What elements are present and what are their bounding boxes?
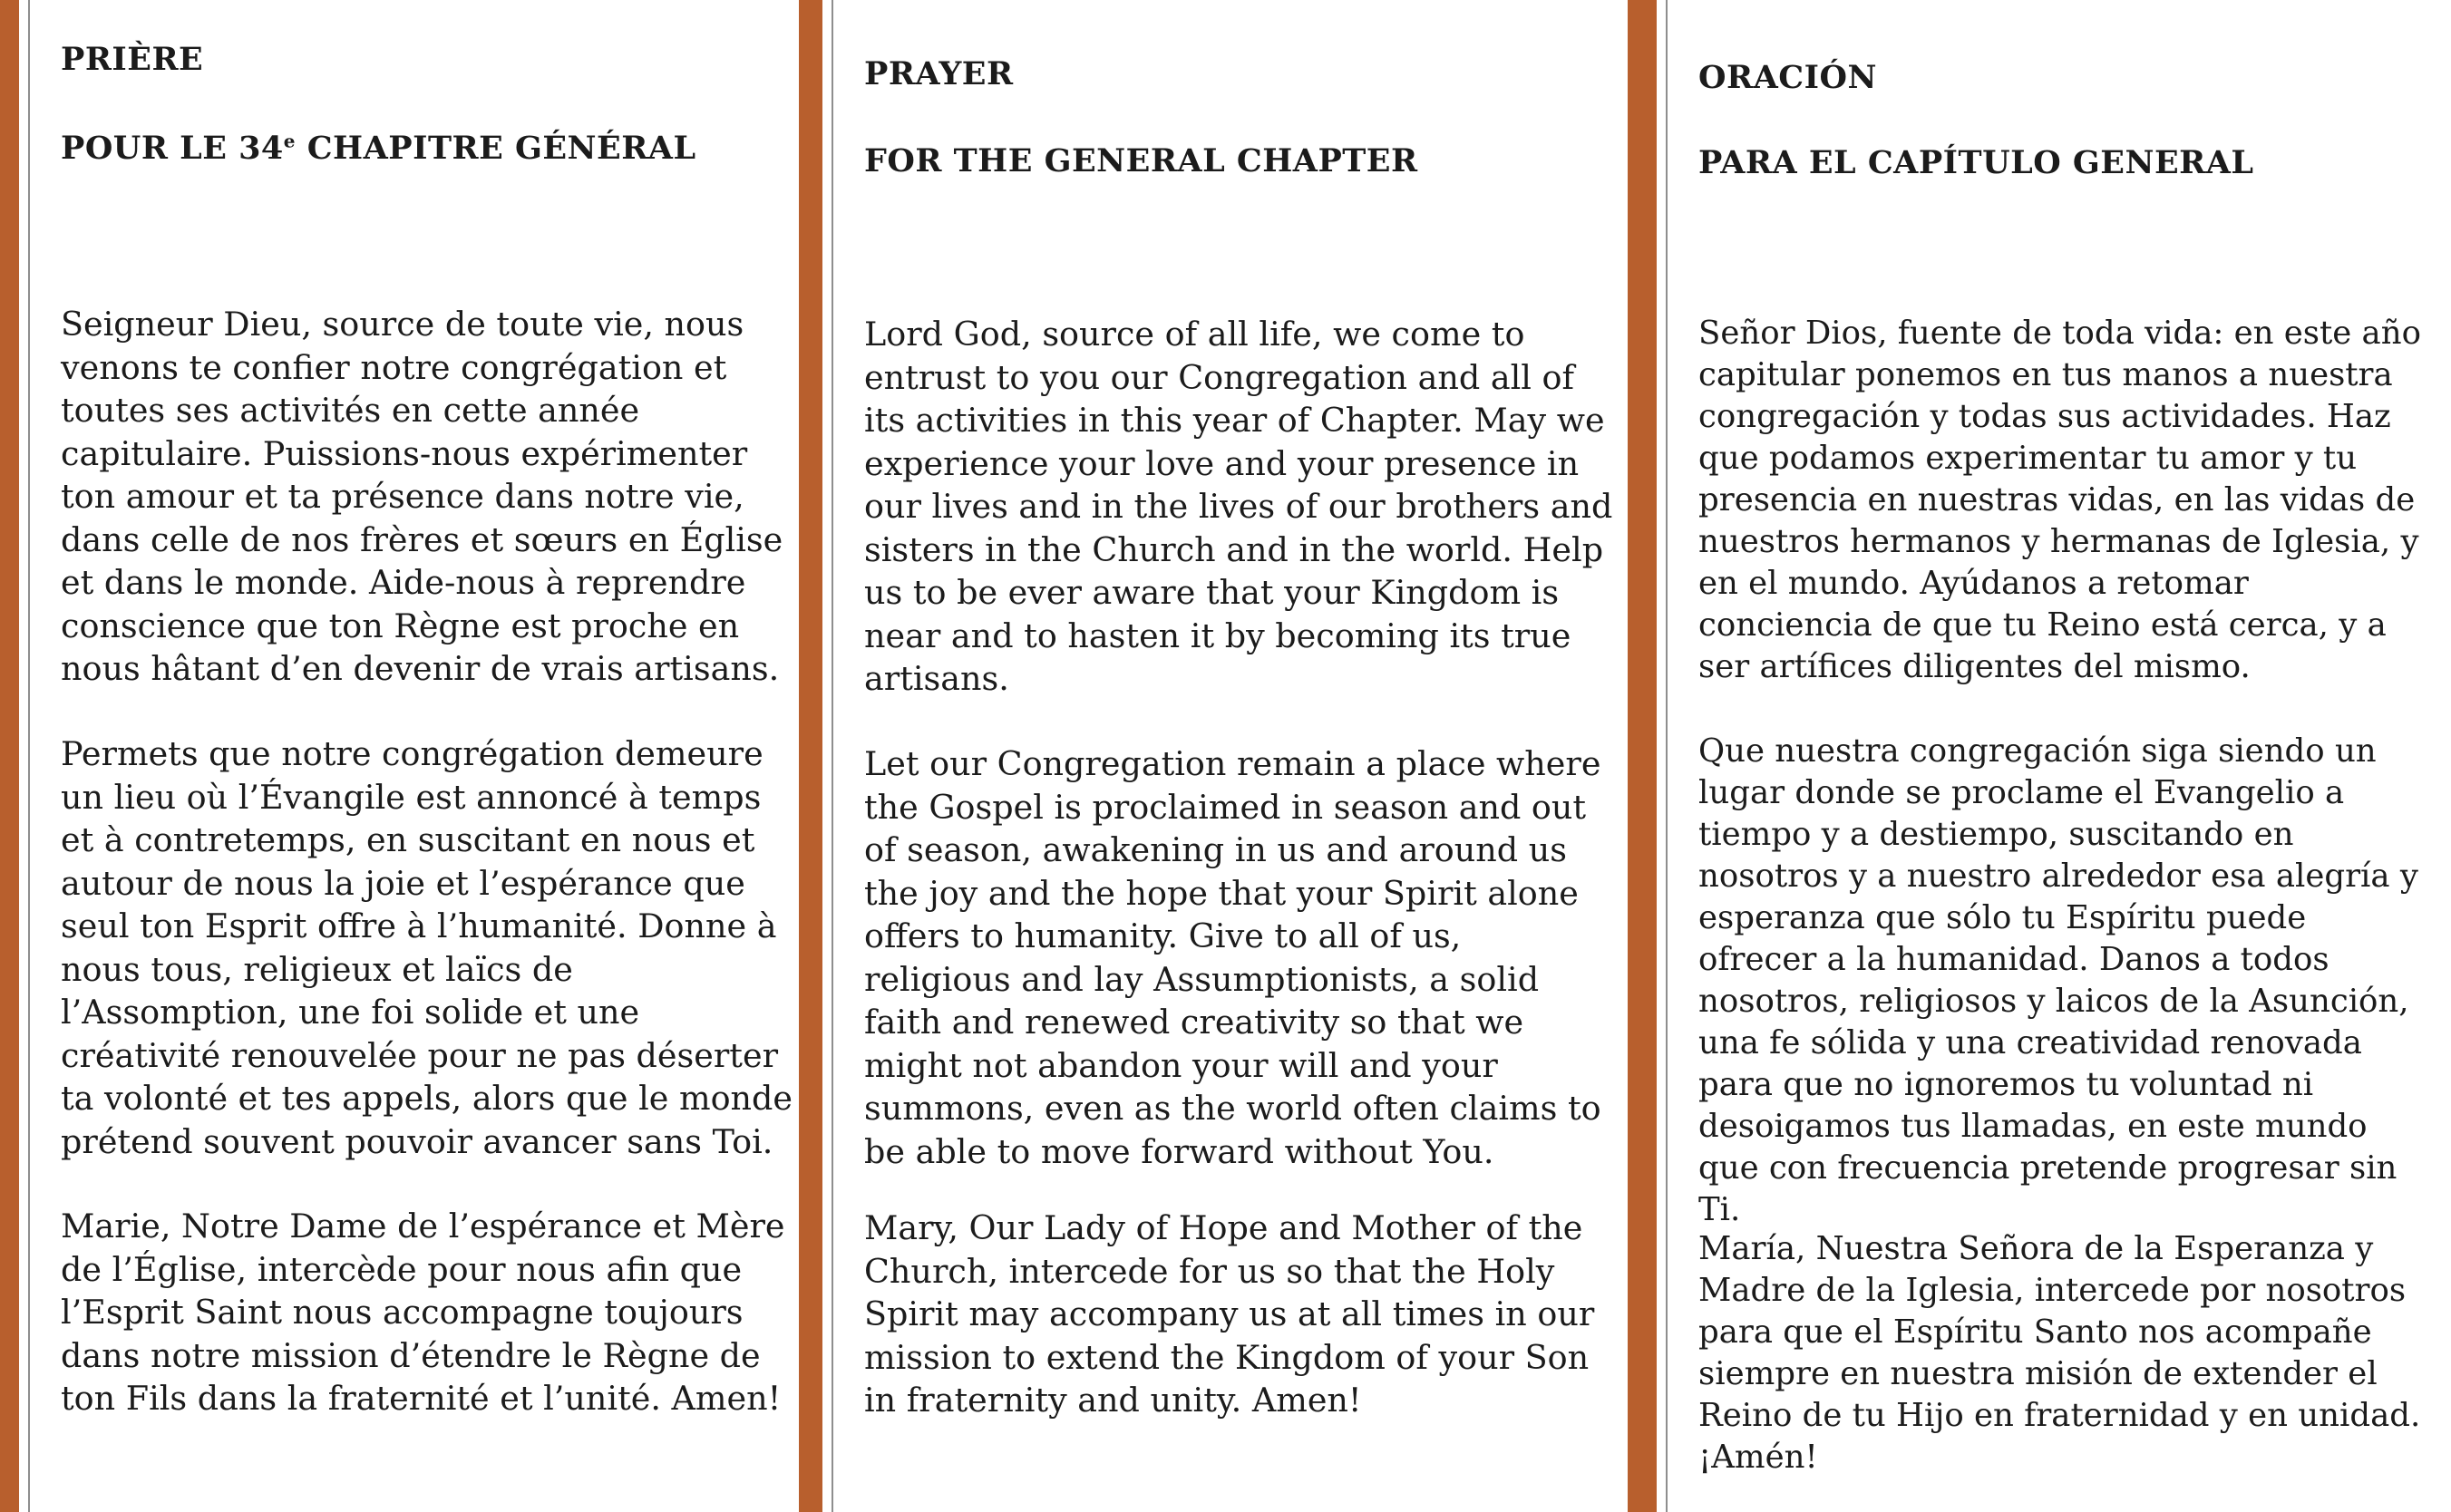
french-paragraph-2: Permets que notre congrégation demeure un lieu où l’Évangile est annoncé à temps et à contretemps, en suscitant en nous et autour de nous la joie et l’espérance que seul ton Esprit offre à l’humanité. Donne à nous tous, religieux et laïcs de l’Assomption, une foi solide et une créativité renouvelée pour ne pas déserter ta volonté et tes appels, alors que le monde prétend souvent pouvoir avancer sans Toi. — [61, 734, 793, 1161]
french-prayer-column — [61, 0, 795, 1512]
english-heading-prayer: PRAYER — [864, 55, 1014, 92]
french-column-rule — [28, 0, 30, 1512]
spanish-column-rule — [1666, 0, 1668, 1512]
english-prayer-column — [864, 0, 1617, 1512]
spanish-prayer-column — [1698, 0, 2424, 1512]
french-paragraph-3: Marie, Notre Dame de l’espérance et Mère de l’Église, intercède pour nous afin que l’Esprit Saint nous accompagne toujours dans notre mission d’étendre le Règne de ton Fils dans la fraternité et l’unité. Amen! — [61, 1207, 785, 1418]
spanish-paragraph-3: María, Nuestra Señora de la Esperanza y Madre de la Iglesia, intercede por nosotros para que el Espíritu Santo nos acompañe siempre en nuestra misión de extender el Reino de tu Hijo en fraternidad y en unidad. ¡Amén! — [1698, 1230, 2421, 1476]
english-paragraph-2: Let our Congregation remain a place where the Gospel is proclaimed in season and out of season, awakening in us and around us the joy and the hope that your Spirit alone offers to humanity. Give to all of us, religious and lay Assumptionists, a solid faith and renewed creativity so that we might not abandon your will and your summons, even as the world often claims to be able to move forward without You. — [864, 744, 1601, 1171]
french-heading-superscript: e — [283, 130, 297, 152]
left-accent-bar — [0, 0, 19, 1512]
right-accent-bar — [1628, 0, 1657, 1512]
spanish-heading-prayer: ORACIÓN — [1698, 59, 1877, 96]
spanish-paragraph-2: Que nuestra congregación siga siendo un lugar donde se proclame el Evangelio a tiempo y a destiempo, suscitando en nosotros y a nuestro alrededor esa alegría y esperanza que sólo tu Espíritu puede ofrecer a la humanidad. Danos a todos nosotros, religiosos y laicos de la Asunción, una fe sólida y una creatividad renovada para que no ignoremos tu voluntad ni desoigamos tus llamadas, en este mundo que con frecuencia pretende progresar sin Ti. — [1698, 732, 2418, 1228]
english-paragraph-3: Mary, Our Lady of Hope and Mother of the Church, intercede for us so that the Holy Spirit may accompany us at all times in our mission to extend the Kingdom of your Son in fraternity and unity. Amen! — [864, 1208, 1595, 1420]
english-column-rule — [832, 0, 833, 1512]
french-heading-suffix: CHAPITRE GÉNÉRAL — [296, 130, 696, 167]
french-heading-chapter — [61, 131, 696, 167]
french-heading-prayer: PRIÈRE — [61, 41, 204, 78]
spanish-heading-chapter: PARA EL CAPÍTULO GENERAL — [1698, 144, 2254, 181]
french-heading-prefix: POUR LE 34 — [61, 130, 284, 167]
french-paragraph-1: Seigneur Dieu, source de toute vie, nous venons te confier notre congrégation et toutes ses activités en cette année capitulaire. Puissions-nous expérimenter ton amour et ta présence dans notre vie, dans celle de nos frères et sœurs en Église et dans le monde. Aide-nous à reprendre conscience que ton Règne est proche en nous hâtant d’en devenir de vrais artisans. — [61, 305, 783, 688]
english-heading-chapter: FOR THE GENERAL CHAPTER — [864, 142, 1418, 179]
spanish-paragraph-1: Señor Dios, fuente de toda vida: en este año capitular ponemos en tus manos a nuestra congregación y todas sus actividades. Haz que podamos experimentar tu amor y tu presencia en nuestras vidas, en las vidas de nuestros hermanos y hermanas de Iglesia, y en el mundo. Ayúdanos a retomar conciencia de que tu Reino está cerca, y a ser artífices diligentes del mismo. — [1698, 315, 2421, 685]
middle-accent-bar — [799, 0, 822, 1512]
english-paragraph-1: Lord God, source of all life, we come to entrust to you our Congregation and all of its activities in this year of Chapter. May we experience your love and your presence in our lives and in the lives of our brothers and sisters in the Church and in the world. Help us to be ever aware that your Kingdom is near and to hasten it by becoming its true artisans. — [864, 315, 1613, 698]
